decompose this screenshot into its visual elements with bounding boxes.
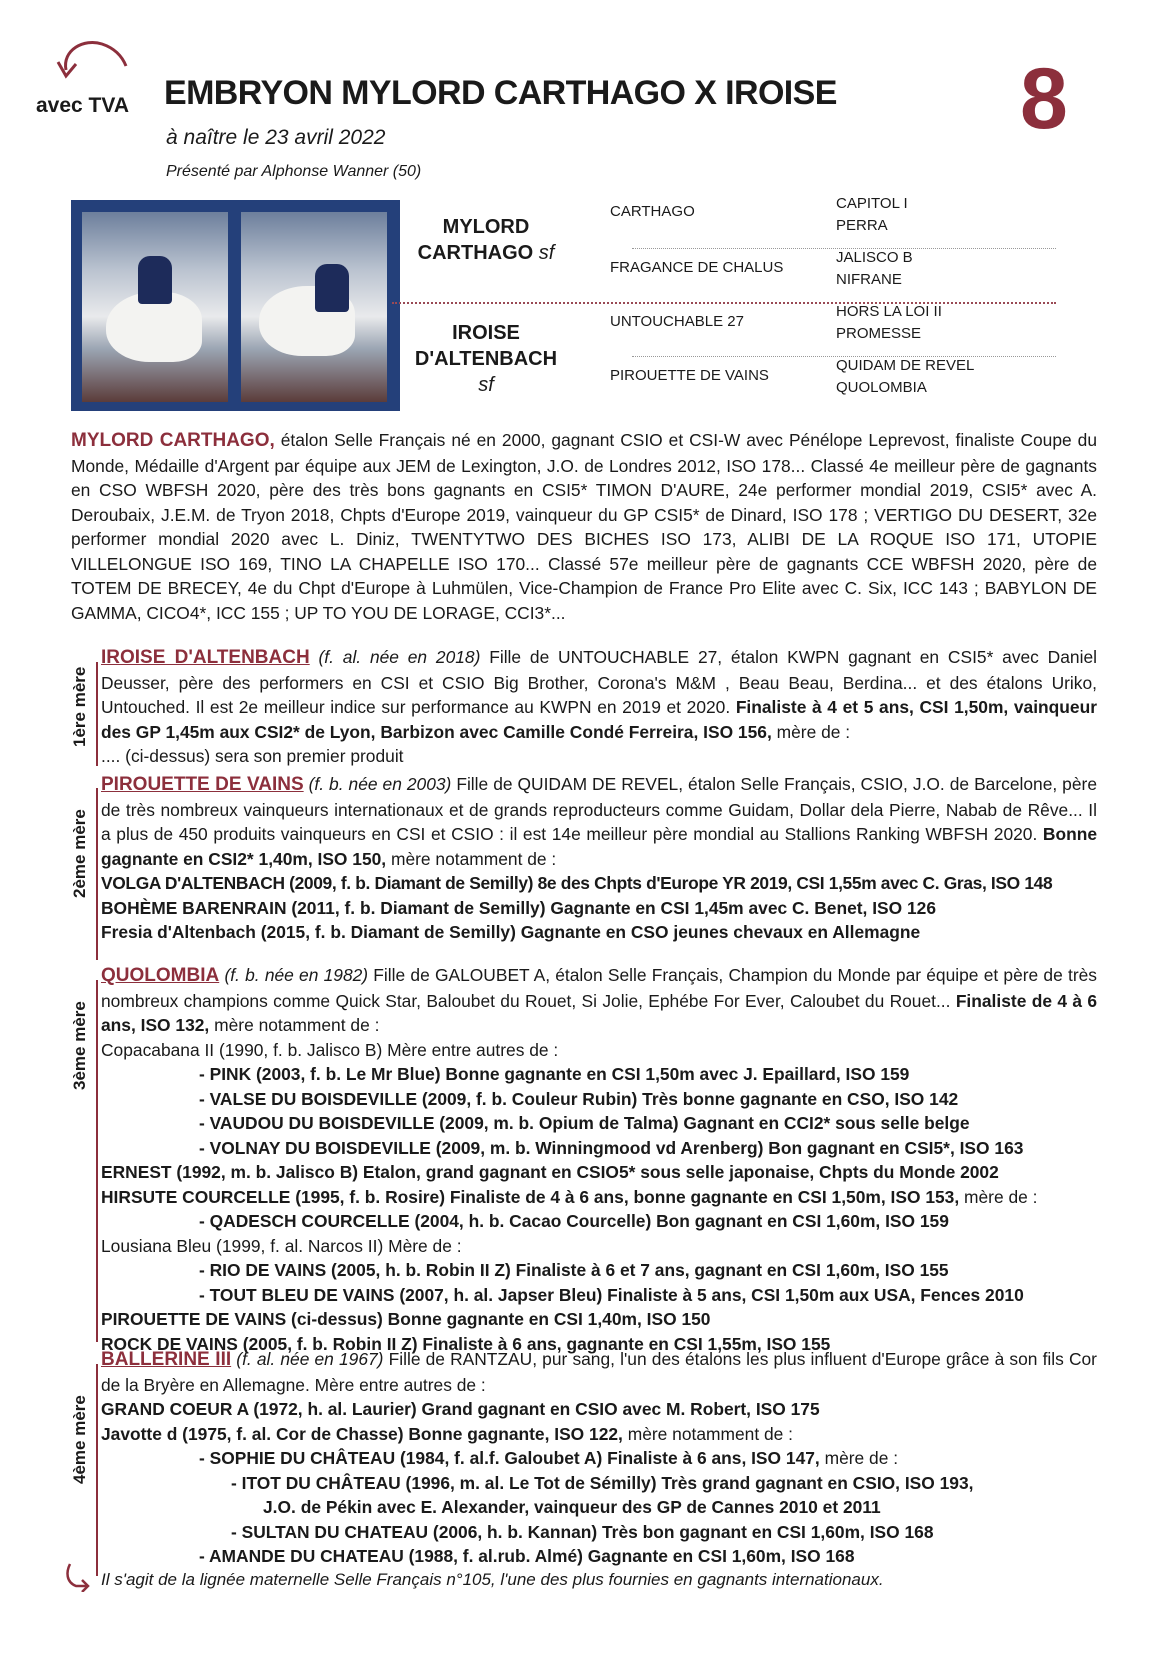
mere1-bold: Finaliste à 4 et 5 ans, CSI 1,50m, vainqueur des GP 1,45m aux CSI2* de Lyon, Barbizon avec Camille Condé Ferreira, ISO 156, bbox=[101, 697, 1097, 742]
mere1-text: Fille de UNTOUCHABLE 27, étalon KWPN gagnant en CSI5* avec Daniel Deusser, père des performers en CSI et CSIO Big Brother, Corona's M&M , Beau Beau, Berdina... et des étalons Uriko, Untouched. Il est 2e meilleur indice sur performance au KWPN en 2019 et 2020. bbox=[101, 647, 1097, 717]
mere3-hirsute-tail: mère de : bbox=[959, 1186, 1038, 1207]
mere2-product: Fresia d'Altenbach (2015, f. b. Diamant de Semilly) Gagnante en CSO jeunes chevaux en Allemagne bbox=[101, 922, 921, 942]
dam-name2: D'ALTENBACH bbox=[414, 348, 558, 370]
photo-right bbox=[241, 212, 387, 402]
curved-arrow-icon bbox=[56, 36, 132, 92]
mere4-label: 4ème mère bbox=[70, 1395, 89, 1484]
mere3-rock: ROCK DE VAINS (2005, f. b. Robin II Z) Finaliste à 6 ans, gagnante en CSI 1,55m, ISO 155 bbox=[101, 1333, 831, 1354]
mere1-section bbox=[101, 645, 1097, 769]
birth-date: à naître le 23 avril 2022 bbox=[166, 126, 386, 149]
sire-name2: CARTHAGO bbox=[417, 242, 534, 264]
sire-heading: MYLORD CARTHAGO, bbox=[71, 430, 275, 451]
section-bar bbox=[96, 788, 98, 960]
ped-g3-name: CAPITOL I bbox=[836, 195, 908, 212]
mere1-info: (f. al. née en 2018) bbox=[318, 647, 481, 667]
hook-arrow-icon bbox=[64, 1562, 92, 1592]
horse-photo bbox=[71, 200, 400, 411]
mere1-label: 1ère mère bbox=[70, 666, 89, 747]
mere3-copa-item: - VAUDOU DU BOISDEVILLE (2009, m. b. Opium de Talma) Gagnant en CCI2* sous selle belge bbox=[199, 1113, 970, 1133]
sire-text: étalon Selle Français né en 2000, gagnant CSIO et CSI-W avec Pénélope Leprevost, finaliste Coupe du Monde, Médaille d'Argent par équipe aux JEM de Lexington, J.O. de Londres 2012, ISO 178... Classé 4e meilleur père de gagnants en CSO WBFSH 2020, père des très bons gagnants en CSI5* TIMON D'AURE, 24e performer mondial 2019, CSI5* avec A. Deroubaix, J.E.M. de Tryon 2018, Chpts d'Europe 2019, vainqueur du GP CSI5* de Dinard, ISO 178 ; VERTIGO DU DESERT, 32e performer mondial 2020 avec L. Diniz, TWENTYTWO DES BICHES ISO 173, ALIBI DE LA ROQUE ISO 171, UTOPIE VILLELONGUE ISO 169, TINO LA CHAPELLE ISO 170... Classé 57e meilleur père de gagnants CCE WBFSH 2020, père de TOTEM DE BRECEY, 4e du Chpt d'Europe à Luhmülen, Vice-Champion de France Pro Elite avec C. Six, ICC 143 ; BABYLON DE GAMMA, CICO4*, ICC 155 ; UP TO YOU DE LORAGE, CCI3*... bbox=[71, 430, 1097, 623]
ped-g3-name: QUOLOMBIA bbox=[836, 379, 927, 396]
sire bbox=[406, 214, 566, 266]
mere2-label: 2ème mère bbox=[70, 809, 89, 898]
ped-g3-name: PROMESSE bbox=[836, 325, 922, 342]
dam bbox=[406, 320, 566, 398]
mere2-tail: mère notamment de : bbox=[386, 848, 557, 869]
lot-number: 8 bbox=[1020, 51, 1068, 147]
mere3-info: (f. b. née en 1982) bbox=[224, 965, 369, 985]
sire-breed: sf bbox=[538, 242, 555, 264]
mere4-text: Fille de RANTZAU, pur sang, l'un des étalons les plus influent d'Europe grâce à son fils Cor de la Bryère en Allemagne. Mère entre autres de : bbox=[101, 1349, 1097, 1395]
mere4-section bbox=[101, 1347, 1097, 1569]
mere4-itot: - ITOT DU CHÂTEAU (1996, m. al. Le Tot de Sémilly) Très grand gagnant en CSIO, ISO 193, bbox=[231, 1472, 974, 1493]
mere3-bold: Finaliste de 4 à 6 ans, ISO 132, bbox=[101, 990, 1097, 1035]
ped-g2-2: FRAGANCE DE CHALUS bbox=[610, 259, 784, 276]
mere3-hirsute-item: - QADESCH COURCELLE (2004, h. b. Cacao Courcelle) Bon gagnant en CSI 1,60m, ISO 159 bbox=[199, 1211, 949, 1231]
mere4-name: BALLERINE III bbox=[101, 1349, 232, 1370]
ped-divider-main bbox=[392, 302, 1056, 304]
ped-g3-4 bbox=[836, 355, 974, 399]
mere2-product: VOLGA D'ALTENBACH (2009, f. b. Diamant de Semilly) 8e des Chpts d'Europe YR 2019, CSI 1,55m avec C. Gras, ISO 148 bbox=[101, 873, 1053, 893]
section-bar bbox=[96, 1364, 98, 1576]
mere2-text: Fille de QUIDAM DE REVEL, étalon Selle Français, CSIO, J.O. de Barcelone, père de très nombreux vainqueurs internationaux et de grands reproducteurs comme Guidam, Dollar dela Pierre, Nabab de Rêve... Il a plus de 450 produits vainqueurs en CSI et CSIO : il est 14e meilleur père mondial au Stallions Ranking WBFSH 2020. bbox=[101, 774, 1097, 844]
page-title: EMBRYON MYLORD CARTHAGO X IROISE bbox=[164, 74, 837, 112]
mere1-line2: .... (ci-dessus) sera son premier produit bbox=[101, 746, 404, 766]
section-bar bbox=[96, 980, 98, 1342]
mere2-product: BOHÈME BARENRAIN (2011, f. b. Diamant de Semilly) Gagnante en CSI 1,45m avec C. Benet, ISO 126 bbox=[101, 897, 937, 918]
mere2-section bbox=[101, 772, 1097, 945]
ped-g3-name: JALISCO B bbox=[836, 249, 913, 266]
ped-g2-3: UNTOUCHABLE 27 bbox=[610, 313, 744, 330]
ped-g3-3 bbox=[836, 301, 942, 345]
ped-g2-4: PIROUETTE DE VAINS bbox=[610, 367, 769, 384]
mere3-hirsute: HIRSUTE COURCELLE (1995, f. b. Rosire) Finaliste de 4 à 6 ans, bonne gagnante en CSI 1,50m, ISO 153, bbox=[101, 1186, 960, 1207]
mere1-tail: mère de : bbox=[771, 721, 851, 742]
mere3-label: 3ème mère bbox=[70, 1001, 89, 1090]
sire-description bbox=[71, 428, 1097, 625]
mere3-pirouette: PIROUETTE DE VAINS (ci-dessus) Bonne gagnante en CSI 1,40m, ISO 150 bbox=[101, 1309, 711, 1329]
mere4-grand: GRAND COEUR A (1972, h. al. Laurier) Grand gagnant en CSIO avec M. Robert, ISO 175 bbox=[101, 1399, 820, 1419]
dam-breed: sf bbox=[478, 374, 494, 396]
mere4-sophie: - SOPHIE DU CHÂTEAU (1984, f. al.f. Galoubet A) Finaliste à 6 ans, ISO 147, bbox=[199, 1448, 820, 1468]
mere4-sophie-tail: mère de : bbox=[819, 1448, 899, 1468]
mere3-name: QUOLOMBIA bbox=[101, 965, 220, 986]
ped-g2-1: CARTHAGO bbox=[610, 203, 695, 220]
mere2-bold: Bonne gagnante en CSI2* 1,40m, ISO 150, bbox=[101, 824, 1097, 869]
mere4-amande: - AMANDE DU CHATEAU (1988, f. al.rub. Almé) Gagnante en CSI 1,60m, ISO 168 bbox=[199, 1546, 855, 1566]
ped-divider bbox=[632, 248, 1056, 249]
mere1-name: IROISE D'ALTENBACH bbox=[101, 647, 310, 668]
mere3-lousiana: Lousiana Bleu (1999, f. al. Narcos II) Mère de : bbox=[101, 1235, 462, 1256]
mere4-javotte-tail: mère notamment de : bbox=[622, 1423, 793, 1444]
ped-g3-name: HORS LA LOI II bbox=[836, 303, 942, 320]
mere3-lousiana-item: - TOUT BLEU DE VAINS (2007, h. al. Japser Bleu) Finaliste à 5 ans, CSI 1,50m aux USA, Fences 2010 bbox=[199, 1284, 1024, 1305]
mere3-copa-item: - PINK (2003, f. b. Le Mr Blue) Bonne gagnante en CSI 1,50m avec J. Epaillard, ISO 159 bbox=[199, 1064, 910, 1084]
mere3-lousiana-item: - RIO DE VAINS (2005, h. b. Robin II Z) Finaliste à 6 et 7 ans, gagnant en CSI 1,60m, ISO 155 bbox=[199, 1260, 949, 1280]
mere2-info: (f. b. née en 2003) bbox=[308, 774, 452, 794]
dam-name: IROISE bbox=[452, 322, 520, 344]
ped-g3-name: PERRA bbox=[836, 217, 888, 234]
ped-g3-name: NIFRANE bbox=[836, 271, 902, 288]
footer-note: Il s'agit de la lignée maternelle Selle Français n°105, l'une des plus fournies en gagnants internationaux. bbox=[101, 1570, 884, 1589]
mere4-sultan: - SULTAN DU CHATEAU (2006, h. b. Kannan) Très bon gagnant en CSI 1,60m, ISO 168 bbox=[231, 1521, 934, 1542]
ped-g3-2 bbox=[836, 247, 913, 291]
presenter: Présenté par Alphonse Wanner (50) bbox=[166, 163, 422, 180]
section-bar bbox=[96, 662, 98, 766]
mere3-copa-item: - VOLNAY DU BOISDEVILLE (2009, m. b. Winningmood vd Arenberg) Bon gagnant en CSI5*, ISO 163 bbox=[199, 1137, 1024, 1158]
mere3-tail: mère notamment de : bbox=[209, 1015, 380, 1035]
mere4-itot2: J.O. de Pékin avec E. Alexander, vainqueur des GP de Cannes 2010 et 2011 bbox=[263, 1497, 881, 1517]
mere3-section bbox=[101, 963, 1097, 1356]
ped-g3-1 bbox=[836, 193, 908, 237]
sire-name: MYLORD bbox=[442, 216, 530, 238]
ped-g3-name: QUIDAM DE REVEL bbox=[836, 357, 975, 374]
mere3-copa-item: - VALSE DU BOISDEVILLE (2009, f. b. Couleur Rubin) Très bonne gagnante en CSO, ISO 142 bbox=[199, 1088, 959, 1109]
mere3-copa: Copacabana II (1990, f. b. Jalisco B) Mère entre autres de : bbox=[101, 1039, 559, 1060]
mere4-javotte: Javotte d (1975, f. al. Cor de Chasse) Bonne gagnante, ISO 122, bbox=[101, 1423, 623, 1444]
mere4-info: (f. al. née en 1967) bbox=[236, 1349, 384, 1369]
mere2-name: PIROUETTE DE VAINS bbox=[101, 774, 304, 795]
mere3-ernest: ERNEST (1992, m. b. Jalisco B) Etalon, grand gagnant en CSIO5* sous selle japonaise, Chpts du Monde 2002 bbox=[101, 1162, 999, 1182]
mere3-text: Fille de GALOUBET A, étalon Selle Français, Champion du Monde par équipe et père de très nombreux champions comme Quick Star, Baloubet du Rouet, Si Jolie, Ephébe For Ever, Caloubet du Rouet... bbox=[101, 965, 1097, 1011]
ped-divider bbox=[632, 356, 1056, 357]
photo-left bbox=[82, 212, 228, 402]
vat-label: avec TVA bbox=[36, 94, 129, 117]
